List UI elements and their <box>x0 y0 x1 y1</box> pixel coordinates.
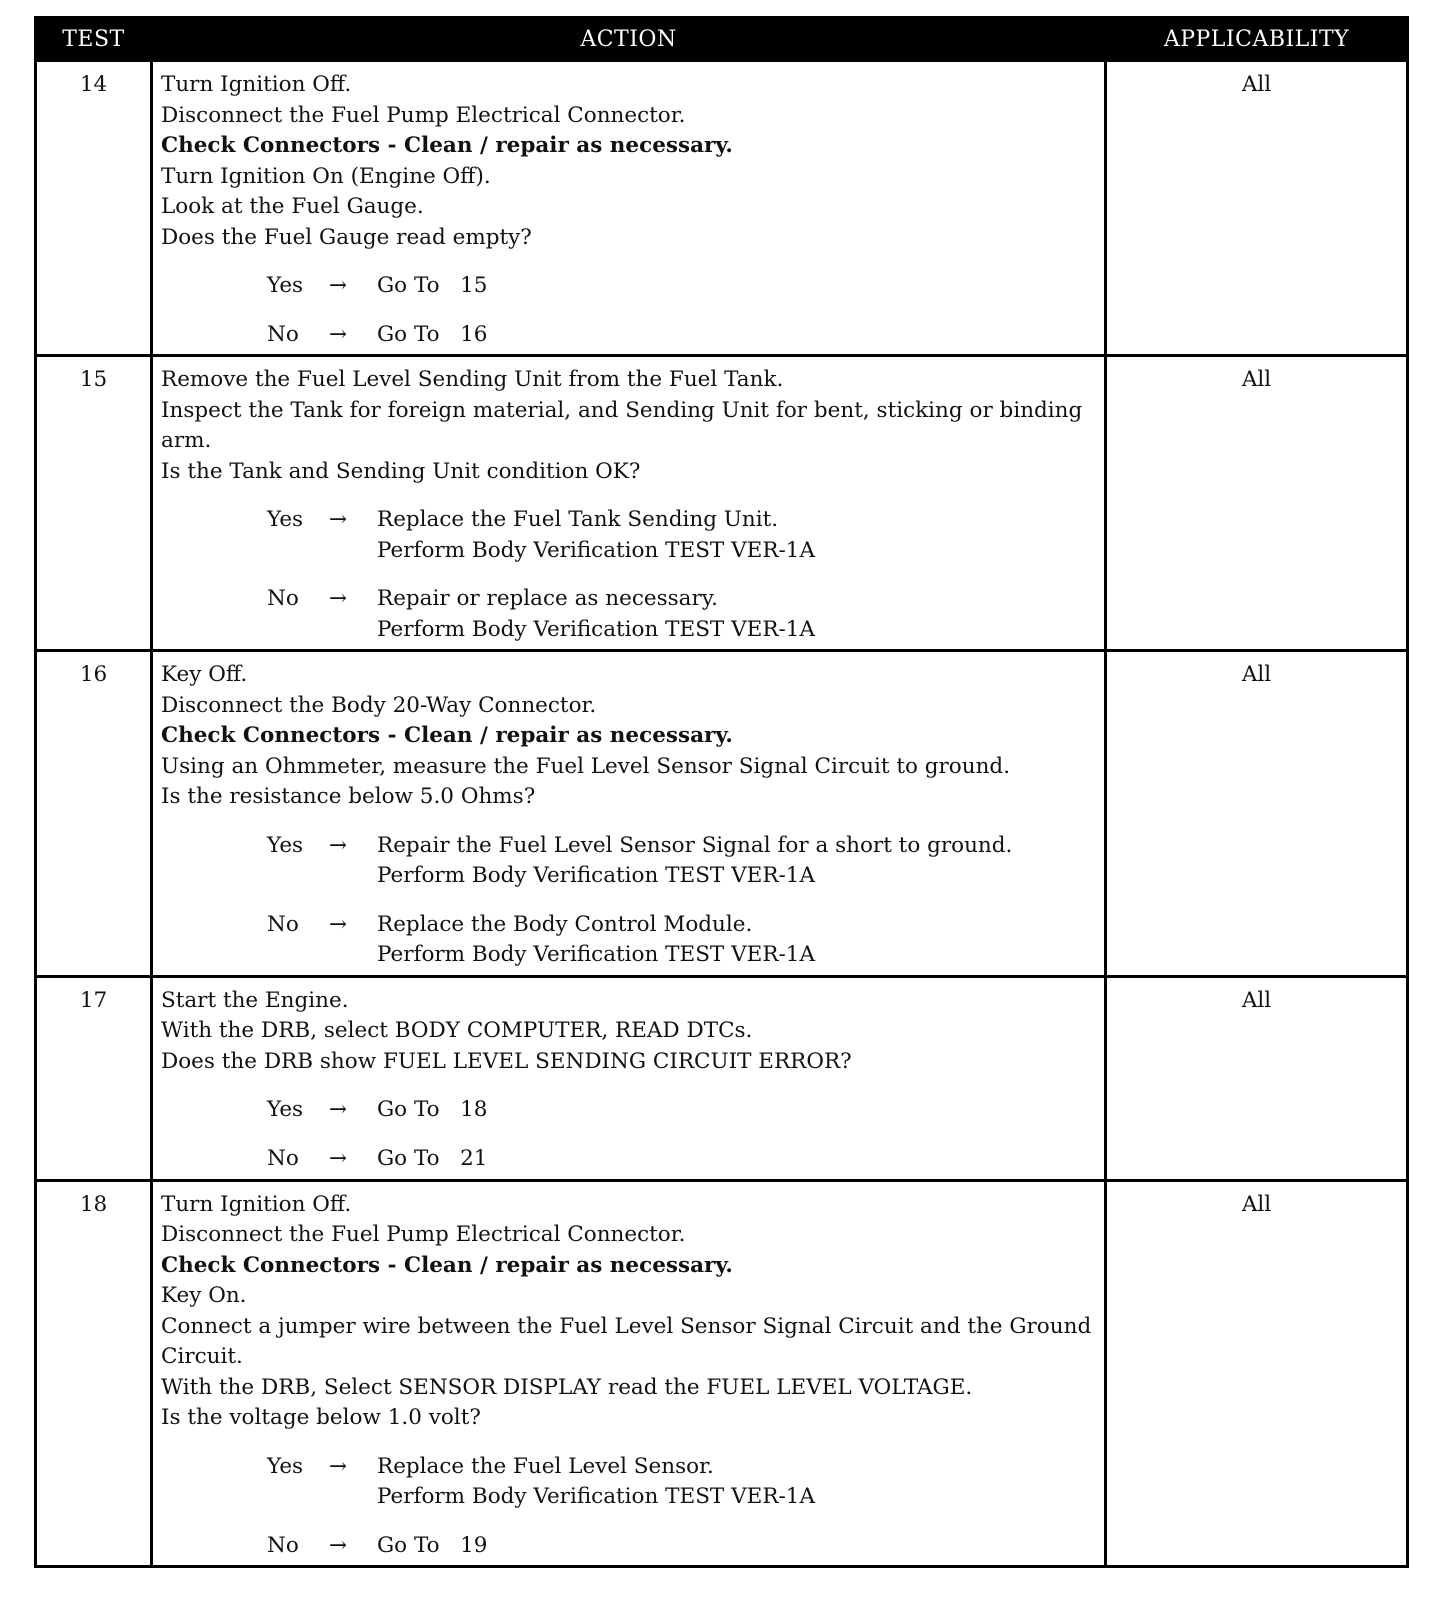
branch-label: Yes <box>267 507 304 532</box>
branch-no <box>267 910 1098 971</box>
check-connectors-note: Check Connectors - Clean / repair as necessary. <box>161 723 733 748</box>
check-connectors-note: Check Connectors - Clean / repair as necessary. <box>161 133 733 158</box>
header-applicability: APPLICABILITY <box>1106 18 1408 61</box>
action-step: Key On. <box>161 1283 247 1308</box>
branch-label: No <box>267 911 299 937</box>
action-step: Start the Engine. <box>161 987 349 1013</box>
action-step: Remove the Fuel Level Sending Unit from the Fuel Tank. <box>161 367 784 392</box>
branch-result-line: Perform Body Verification TEST VER-1A <box>377 863 815 888</box>
branch-result <box>377 271 1098 302</box>
branch-yes <box>267 1452 1098 1513</box>
arrow-icon: → <box>329 507 348 532</box>
branch-result <box>377 1452 1098 1513</box>
table-row <box>36 356 1408 651</box>
test-number: 18 <box>36 1180 152 1567</box>
action-cell <box>152 61 1106 356</box>
branch-result-line: Repair or replace as necessary. <box>377 586 718 611</box>
branch-result-line: Replace the Fuel Level Sensor. <box>377 1453 714 1479</box>
header-row <box>36 18 1408 61</box>
branch-yes <box>267 271 1098 302</box>
diagnostic-test-table <box>34 16 1409 1568</box>
test-number: 17 <box>36 976 152 1180</box>
branch-result-line: Perform Body Verification TEST VER-1A <box>377 537 815 563</box>
action-step: Using an Ohmmeter, measure the Fuel Level Sensor Signal Circuit to ground. <box>161 753 1011 779</box>
branch-no <box>267 1531 1098 1562</box>
table-row <box>36 651 1408 977</box>
branch-label: No <box>267 321 299 347</box>
arrow-icon: → <box>329 1145 348 1171</box>
applicability-value: All <box>1106 1180 1408 1567</box>
action-step: Disconnect the Fuel Pump Electrical Connector. <box>161 1222 686 1247</box>
branch-no <box>267 584 1098 645</box>
arrow-icon: → <box>329 273 348 298</box>
header-action: ACTION <box>152 18 1106 61</box>
branch-label: No <box>267 1532 299 1558</box>
arrow-icon: → <box>329 586 348 611</box>
applicability-value: All <box>1106 651 1408 977</box>
branch-result-line: Replace the Body Control Module. <box>377 911 753 937</box>
branch-yes <box>267 505 1098 566</box>
arrow-icon: → <box>329 321 348 347</box>
branch-no <box>267 1144 1098 1175</box>
applicability-value: All <box>1106 976 1408 1180</box>
branch-no <box>267 320 1098 351</box>
branch-result <box>377 320 1098 351</box>
action-step: Turn Ignition Off. <box>161 72 352 97</box>
action-step: Look at the Fuel Gauge. <box>161 194 424 219</box>
test-number: 15 <box>36 356 152 651</box>
action-cell <box>152 976 1106 1180</box>
table-row <box>36 1180 1408 1567</box>
arrow-icon: → <box>329 911 348 937</box>
table-body <box>36 61 1408 1567</box>
table-row <box>36 976 1408 1180</box>
branch-result-line: Replace the Fuel Tank Sending Unit. <box>377 507 779 532</box>
branch-result <box>377 910 1098 971</box>
branch-label: Yes <box>267 1453 304 1479</box>
action-step: Disconnect the Fuel Pump Electrical Connector. <box>161 102 686 128</box>
action-step: Turn Ignition Off. <box>161 1191 352 1217</box>
action-step: With the DRB, select BODY COMPUTER, READ DTCs. <box>161 1018 753 1043</box>
branch-yes <box>267 1095 1098 1126</box>
branch-result <box>377 831 1098 892</box>
action-step: Does the Fuel Gauge read empty? <box>161 224 532 250</box>
action-step: With the DRB, Select SENSOR DISPLAY read the FUEL LEVEL VOLTAGE. <box>161 1374 973 1400</box>
applicability-value: All <box>1106 356 1408 651</box>
arrow-icon: → <box>329 832 348 858</box>
branch-result-line: Perform Body Verification TEST VER-1A <box>377 1484 815 1509</box>
branch-result-line: Go To 18 <box>377 1097 488 1122</box>
action-step: Is the voltage below 1.0 volt? <box>161 1405 481 1430</box>
branch-result-line: Repair the Fuel Level Sensor Signal for a short to ground. <box>377 832 1013 858</box>
action-step: Key Off. <box>161 662 248 687</box>
branch-result-line: Perform Body Verification TEST VER-1A <box>377 616 815 642</box>
branch-result <box>377 505 1098 566</box>
header-test: TEST <box>36 18 152 61</box>
branch-yes <box>267 831 1098 892</box>
arrow-icon: → <box>329 1097 348 1122</box>
arrow-icon: → <box>329 1453 348 1479</box>
branch-label: No <box>267 1145 299 1171</box>
branch-label: No <box>267 586 299 611</box>
branch-result-line: Go To 19 <box>377 1532 488 1558</box>
action-step: Connect a jumper wire between the Fuel Level Sensor Signal Circuit and the Ground Circuit. <box>161 1313 1092 1369</box>
table-row <box>36 61 1408 356</box>
branch-label: Yes <box>267 273 304 298</box>
applicability-value: All <box>1106 61 1408 356</box>
test-number: 14 <box>36 61 152 356</box>
branch-result <box>377 1531 1098 1562</box>
action-cell <box>152 651 1106 977</box>
action-cell <box>152 1180 1106 1567</box>
branch-result <box>377 584 1098 645</box>
branch-result-line: Go To 16 <box>377 321 488 347</box>
arrow-icon: → <box>329 1532 348 1558</box>
test-number: 16 <box>36 651 152 977</box>
action-cell <box>152 356 1106 651</box>
branch-result <box>377 1095 1098 1126</box>
branch-result <box>377 1144 1098 1175</box>
branch-label: Yes <box>267 832 304 858</box>
action-step: Turn Ignition On (Engine Off). <box>161 163 491 189</box>
action-step: Is the Tank and Sending Unit condition OK? <box>161 458 641 484</box>
action-step: Is the resistance below 5.0 Ohms? <box>161 784 536 809</box>
action-step: Does the DRB show FUEL LEVEL SENDING CIRCUIT ERROR? <box>161 1048 852 1074</box>
table-header <box>36 18 1408 61</box>
branch-result-line: Go To 21 <box>377 1145 488 1171</box>
branch-result-line: Go To 15 <box>377 273 488 298</box>
branch-result-line: Perform Body Verification TEST VER-1A <box>377 942 815 967</box>
action-step: Inspect the Tank for foreign material, and Sending Unit for bent, sticking or binding arm. <box>161 397 1083 453</box>
action-step: Disconnect the Body 20-Way Connector. <box>161 692 597 718</box>
branch-label: Yes <box>267 1097 304 1122</box>
check-connectors-note: Check Connectors - Clean / repair as necessary. <box>161 1252 733 1278</box>
